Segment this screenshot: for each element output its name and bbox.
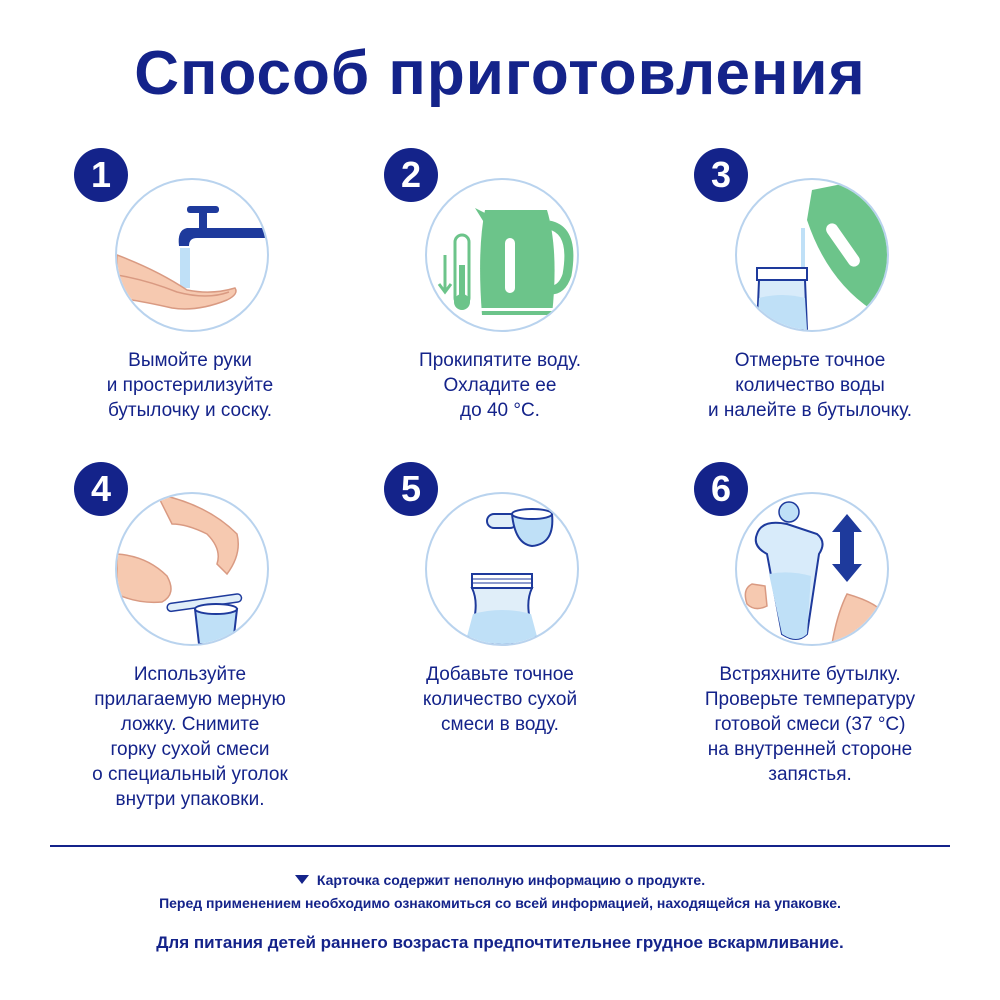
step-illustration xyxy=(115,178,269,332)
step-2 xyxy=(350,148,650,458)
page-title: Способ приготовления xyxy=(134,39,866,108)
triangle-down-icon xyxy=(295,875,309,884)
step-number-badge: 1 xyxy=(74,148,128,202)
kettle-icon xyxy=(427,180,577,330)
step-caption: Вымойте руки и простерилизуйте бутылочку и соску. xyxy=(106,350,274,421)
step-number-badge: 3 xyxy=(694,148,748,202)
step-illustration xyxy=(425,178,579,332)
step-caption: Отмерьте точное количество воды и налейте в бутылочку. xyxy=(708,350,912,421)
measuring-spoon-icon xyxy=(117,494,267,644)
step-5 xyxy=(350,462,650,772)
step-1 xyxy=(40,148,340,458)
step-caption: Встряхните бутылку. Проверьте температуру готовой смеси (37 °С) на внутренней стороне запястья. xyxy=(704,664,916,785)
step-4 xyxy=(40,462,340,810)
notice-line-1: Карточка содержит неполную информацию о продукте. xyxy=(0,872,1000,888)
step-illustration xyxy=(735,178,889,332)
add-powder-icon xyxy=(427,494,577,644)
step-illustration xyxy=(425,492,579,646)
step-illustration xyxy=(115,492,269,646)
step-3 xyxy=(660,148,960,458)
step-number-badge: 5 xyxy=(384,462,438,516)
notice-line-2: Перед применением необходимо ознакомиться со всей информацией, находящейся на упаковке. xyxy=(159,895,841,911)
shake-bottle-icon xyxy=(737,494,887,644)
step-number-badge: 2 xyxy=(384,148,438,202)
step-illustration xyxy=(735,492,889,646)
step-number-badge: 4 xyxy=(74,462,128,516)
step-caption: Добавьте точное количество сухой смеси в воду. xyxy=(422,664,578,735)
step-number-badge: 6 xyxy=(694,462,748,516)
step-caption: Прокипятите воду. Охладите ее до 40 °С. xyxy=(419,350,581,421)
divider-line xyxy=(50,845,950,847)
step-6 xyxy=(660,462,960,785)
wash-hands-icon xyxy=(117,180,267,330)
step-caption: Используйте прилагаемую мерную ложку. Снимите горку сухой смеси о специальный уголок внутри упаковки. xyxy=(92,664,288,810)
breastfeeding-disclaimer: Для питания детей раннего возраста предпочтительнее грудное вскармливание. xyxy=(156,933,844,952)
pour-water-icon xyxy=(737,180,887,330)
